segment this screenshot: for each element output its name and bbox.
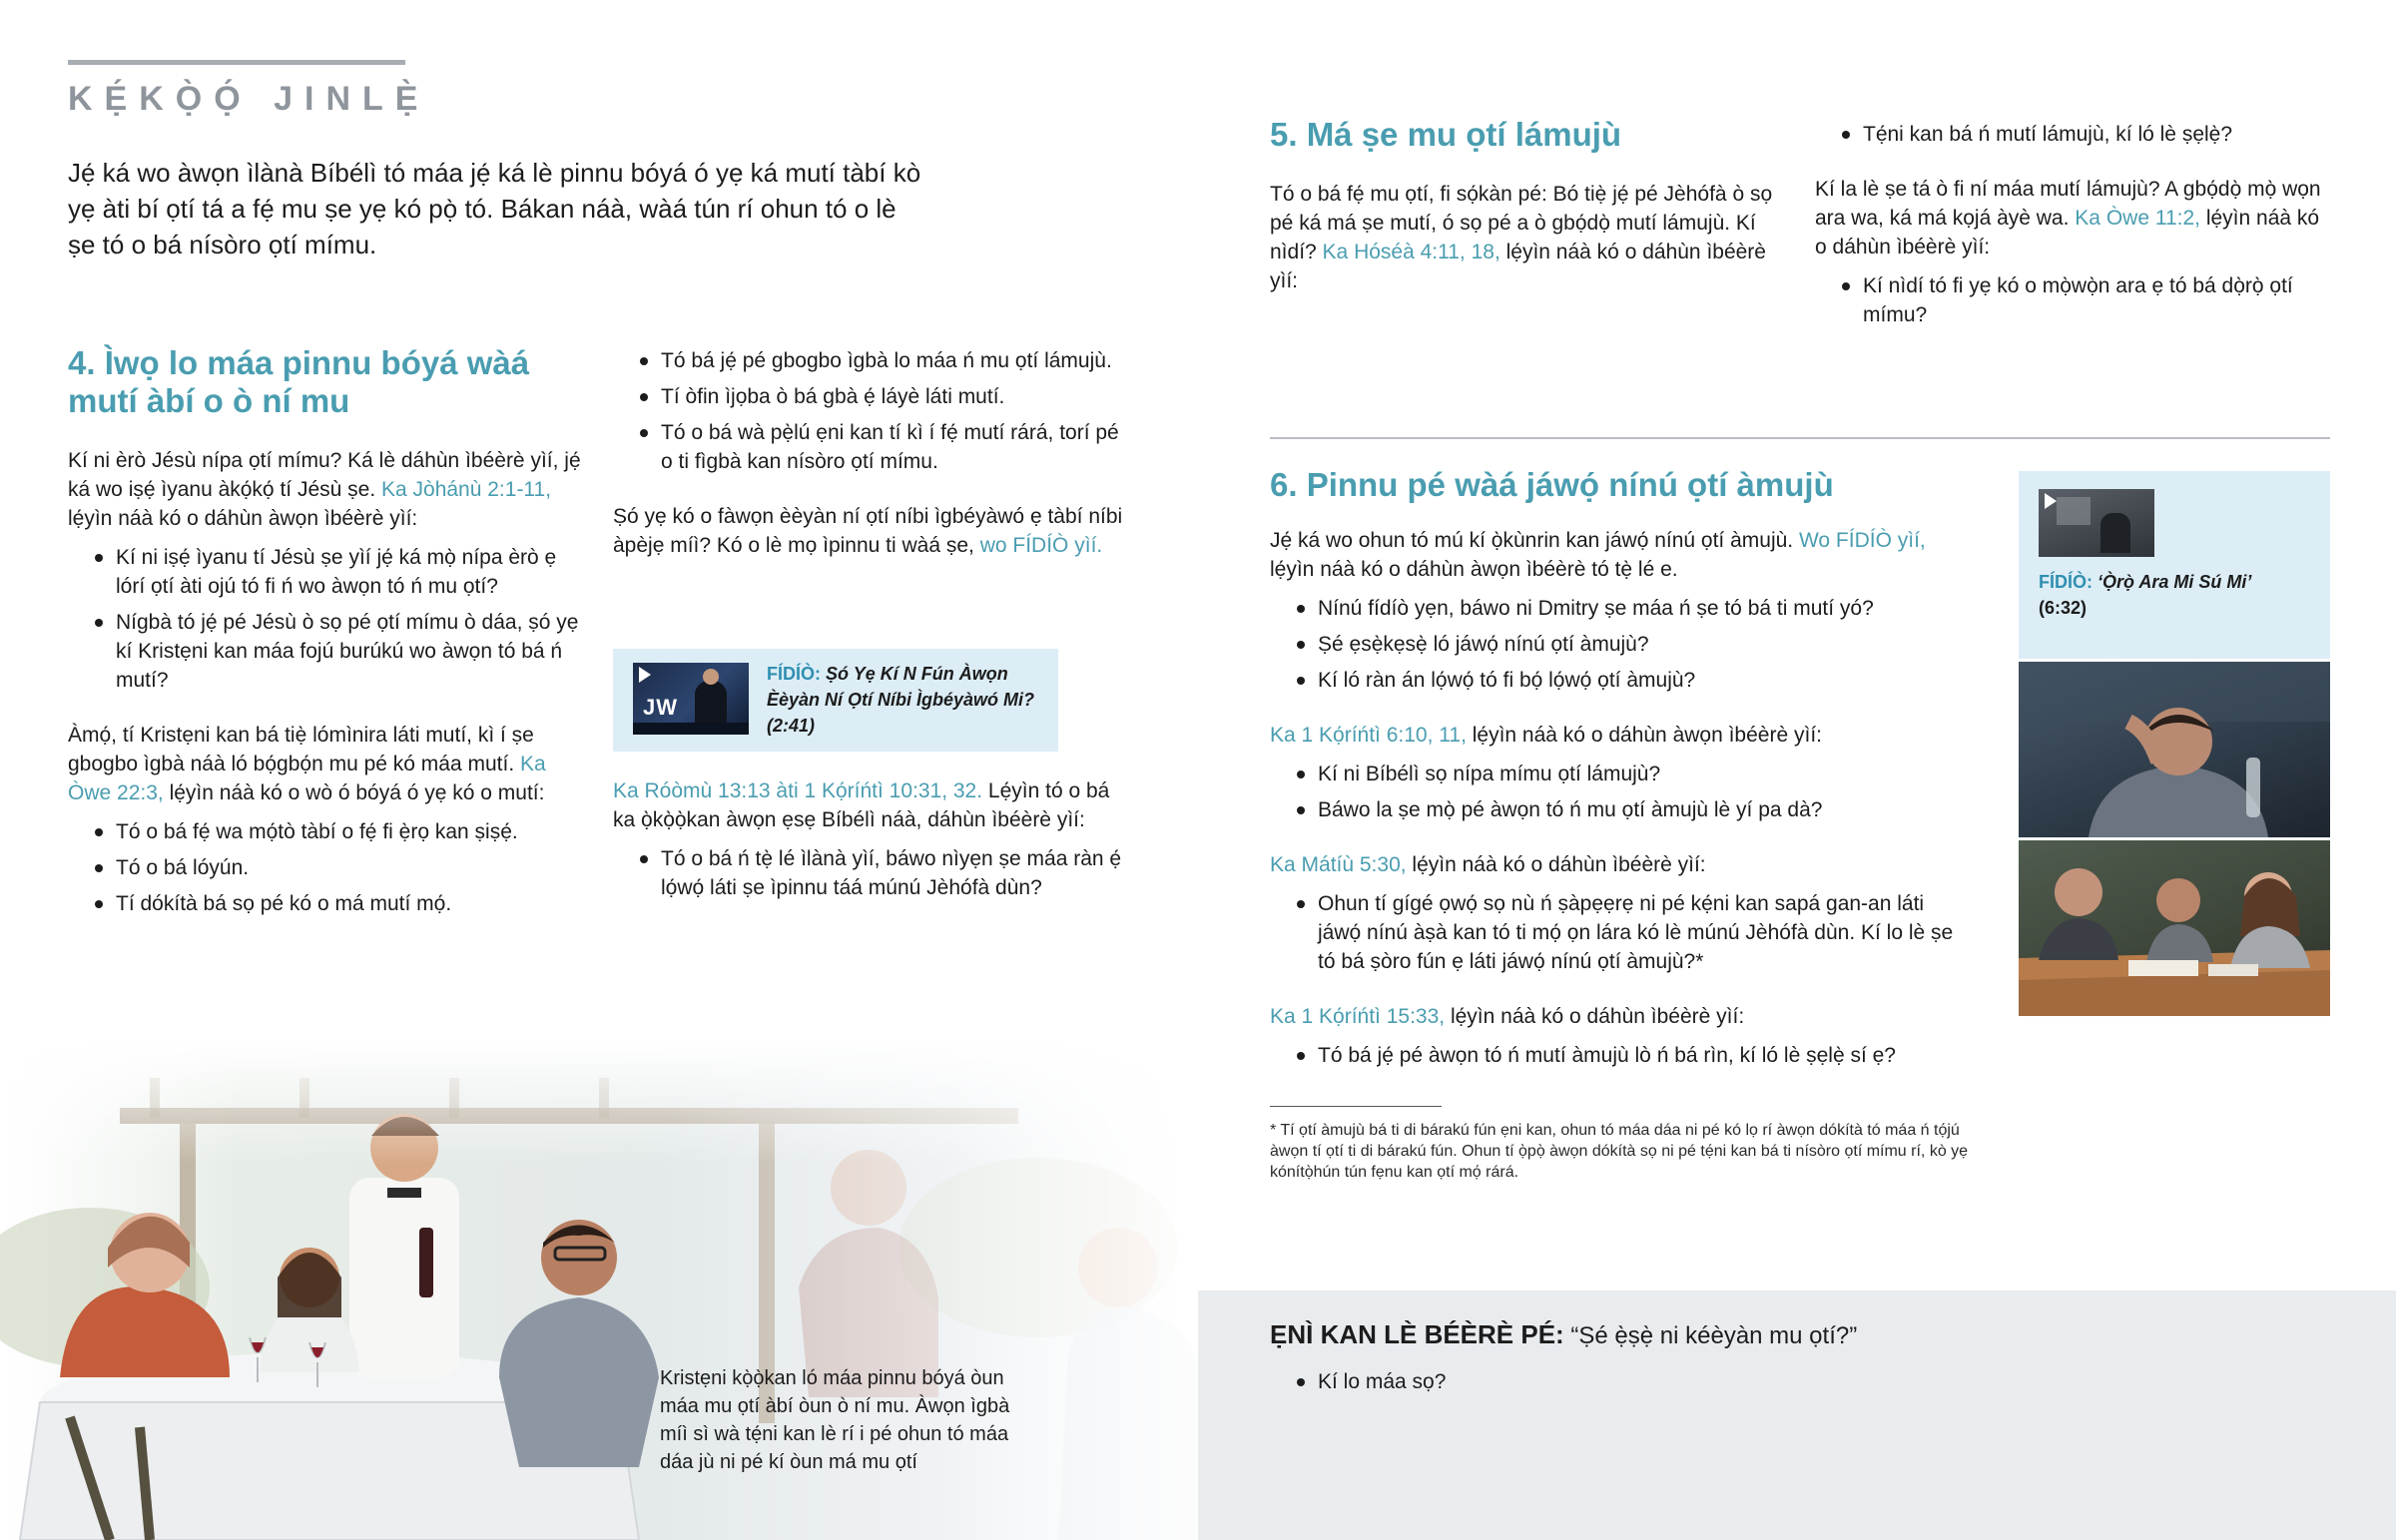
scripture-link-proverbs-22[interactable]: Ka Òwe 22:3, [68, 753, 546, 804]
section-6-para-3: Ka Mátíù 5:30, lẹ́yìn náà kó o dáhùn ìbéèrè yìí: [1270, 853, 1706, 876]
play-icon[interactable] [639, 667, 651, 683]
section-4-para-2: Àmọ́, tí Kristẹni kan bá tiẹ̀ lómìnira láti mutí, kì í ṣe gbogbo ìgbà náà ló bọ́gbọ́n mu pé kó máa mutí. Ka Òwe 22:3, lẹ́yìn náà kó o wò ó bóyá ó yẹ kó o mutí: [68, 724, 546, 804]
list-item: Kí lo máa sọ? [1270, 1367, 2268, 1396]
video-link-dmitry[interactable]: Wo FÍDÍÒ yìí, [1798, 529, 1926, 552]
section-6-para-1: Jẹ́ ká wo ohun tó mú kí ọ̀kùnrin kan jáwọ́ nínú ọtí àmujù. Wo FÍDÍÒ yìí, lẹ́yìn náà kó o dáhùn àwọn ìbéèrè tó tẹ̀ lé e. [1270, 529, 1926, 581]
scripture-link-hosea[interactable]: Ka Hóséà 4:11, 18, [1322, 241, 1500, 263]
list-item: Kí ni iṣẹ́ ìyanu tí Jésù ṣe yìí jẹ́ ká mọ̀ nípa èrò ẹ lórí ọtí àti ojú tó fi ń wo àwọn tó ń mu ọtí? [68, 543, 587, 601]
section-4-para-3: Ṣó yẹ kó o fàwọn èèyàn ní ọtí níbi ìgbéyàwó ẹ tàbí níbi àpèjẹ míì? Kó o lè mọ ìpinnu ti wàá ṣe, wo FÍDÍÒ yìí. [613, 505, 1123, 557]
play-icon[interactable] [2045, 493, 2057, 509]
list-item: Tó o bá fẹ́ wa mọ́tò tàbí o fẹ́ fi ẹ̀rọ kan ṣiṣẹ́. [68, 817, 587, 846]
video-link-wedding[interactable]: wo FÍDÍÒ yìí. [979, 534, 1103, 557]
list-item: Kí ni Bíbélì sọ nípa mímu ọtí lámujù? [1270, 760, 1969, 788]
list-item: Tó o bá lóyún. [68, 853, 587, 882]
section-6-questions-2 [1270, 760, 1969, 824]
section-6-questions-1 [1270, 594, 1969, 695]
list-item: Tí òfin ìjọba ò bá gbà ẹ́ láyè láti mutí. [613, 382, 1128, 411]
section-4-questions-4 [613, 844, 1128, 902]
section-6-para-2: Ka 1 Kọ́ríńtì 6:10, 11, lẹ́yìn náà kó o dáhùn àwọn ìbéèrè yìí: [1270, 724, 1822, 747]
scripture-link-1cor-6[interactable]: Ka 1 Kọ́ríńtì 6:10, 11, [1270, 724, 1467, 747]
restaurant-illustration [0, 1038, 1198, 1540]
list-item: Tó o bá ń tẹ̀ lé ìlànà yìí, báwo nìyẹn ṣe máa ràn ẹ́ lọ́wọ́ láti ṣe ìpinnu táá múnú Jèhófà dùn? [613, 844, 1128, 902]
section-5-column-2 [1815, 113, 2334, 329]
video-card-dmitry[interactable] [2019, 471, 2330, 659]
list-item: Tó bá jẹ́ pé àwọn tó ń mutí àmujù lò ń bá rìn, kí ló lè ṣẹlẹ̀ sí ẹ? [1270, 1041, 1969, 1070]
discussion-text: “Ṣé ẹ̀ṣẹ̀ ni kéèyàn mu ọtí?” [1570, 1322, 1858, 1349]
section-5-questions-2 [1815, 271, 2334, 329]
video-caption-wedding: FÍDÍÒ: Ṣó Yẹ Kí N Fún Àwọn Èèyàn Ní Ọtí Níbi Ìgbéyàwó Mi? (2:41) [767, 664, 1035, 736]
window [2057, 497, 2091, 525]
list-item: Kí nìdí tó fi yẹ kó o mọ̀wọ̀n ara ẹ tó bá dọ̀rọ̀ ọtí mímu? [1815, 271, 2334, 329]
list-item: Báwo la ṣe mọ̀ pé àwọn tó ń mu ọtí àmujù lè yí pa dà? [1270, 795, 1969, 824]
footnote: * Tí ọtí àmujù bá ti di bárakú fún ẹni kan, ohun tó máa dáa ni pé kó lọ rí àwọn dókítà tó máa ń tọ́jú àwọn tí ọtí ti di bárakú fún. Ohun tí ọ̀pọ̀ àwọn dókítà sọ ni pé tẹ́ni kan bá ti nísòro ọtí mímu rí, kò yẹ kónítọ̀hún tún fẹnu kan ọtí mọ́ rárá. [1270, 1122, 1969, 1181]
page-kicker: KẸ́KỌ̀Ọ́ JINLẸ̀ [68, 80, 430, 118]
illustration-caption: Kristẹni kọ̀ọ̀kan ló máa pinnu bóyá òun máa mu ọtí àbí òun ò ní mu. Àwọn ìgbà míì sì wà tẹ́ni kan lè rí i pé ohun tó máa dáa jù ni pé kí òun má mu ọtí [660, 1367, 1010, 1473]
section-4-situations-continued [613, 346, 1128, 476]
section-5-questions-1 [1815, 120, 2334, 149]
photo-bible-study [2019, 840, 2330, 1016]
photo-man-drinking [2019, 662, 2330, 837]
video-thumbnail[interactable] [633, 663, 749, 735]
video-thumbnail[interactable] [2039, 489, 2154, 557]
jw-logo-icon: JW [643, 695, 678, 720]
intro-paragraph: Jẹ́ ká wo àwọn ìlànà Bíbélì tó máa jẹ́ ká lè pinnu bóyá ó yẹ ká mutí tàbí kò yẹ àti bí ọtí tá a fẹ́ mu ṣe yẹ kó pọ̀ tó. Bákan náà, wàá tún rí ohun tó o lè ṣe tó o bá nísòro ọtí mímu. [68, 158, 921, 259]
list-item: Tó bá jẹ́ pé gbogbo ìgbà lo máa ń mu ọtí lámujù. [613, 346, 1128, 375]
video-caption-dmitry: FÍDÍÒ: ‘Ọ̀rọ̀ Ara Mi Sú Mi’ (6:32) [2039, 572, 2252, 618]
section-6-questions-4 [1270, 1041, 1969, 1070]
bible-study-scene [2019, 840, 2330, 1016]
scripture-link-romans[interactable]: Ka Róòmù 13:13 àti 1 Kọ́ríńtì 10:31, 32. [613, 779, 983, 802]
section-divider [1270, 437, 2330, 439]
section-4-situations [68, 817, 587, 918]
list-item: Tí dókítà bá sọ pé kó o má mutí mọ́. [68, 889, 587, 918]
section-4-questions-1 [68, 543, 587, 695]
video-card-wedding[interactable] [613, 649, 1058, 752]
section-4 [68, 344, 587, 918]
scripture-link-1cor-15[interactable]: Ka 1 Kọ́ríńtì 15:33, [1270, 1005, 1446, 1028]
discussion-box [1198, 1290, 2396, 1540]
scripture-link-john[interactable]: Ka Jòhánù 2:1-11, [381, 478, 552, 501]
man-drinking-scene [2019, 662, 2330, 837]
section-6 [1270, 466, 1969, 1070]
list-item: Nígbà tó jẹ́ pé Jésù ò sọ pé ọtí mímu ò dáa, ṣó yẹ kí Kristẹni kan máa fojú burúkú wo àwọn tó bá ń mutí? [68, 608, 587, 695]
list-item: Ohun tí gígé ọwọ́ sọ nù ń ṣàpẹẹrẹ ni pé kẹ́ni kan sapá gan-an láti jáwọ́ nínú àṣà kan tó ti mọ́ ọn lára kó lè múnú Jèhófà dùn. Kí lo lè ṣe tó bá ṣòro fún ẹ láti jáwọ́ nínú ọtí àmujù?* [1270, 889, 1969, 976]
list-item: Tẹ́ni kan bá ń mutí lámujù, kí ló lè ṣẹlẹ̀? [1815, 120, 2334, 149]
list-item: Tó o bá wà pẹ̀lú ẹni kan tí kì í fẹ́ mutí rárá, torí pé o ti fìgbà kan nísòro ọtí mímu. [613, 418, 1128, 476]
section-4-column-2b [613, 776, 1128, 902]
figure [2100, 513, 2130, 553]
desk [633, 723, 749, 735]
scripture-link-matthew[interactable]: Ka Mátíù 5:30, [1270, 853, 1407, 876]
section-6-title: 6. Pinnu pé wàá jáwọ́ nínú ọtí àmujù [1270, 466, 1834, 503]
section-5-para-2: Kí la lè ṣe tá ò fi ní máa mutí lámujù? A gbọ́dọ̀ mọ̀ wọn ara wa, ká má kọjá àyè wa. Ka Òwe 11:2, lẹ́yìn náà kó o dáhùn ìbéèrè yìí: [1815, 178, 2321, 258]
discussion-list [1270, 1360, 2268, 1396]
section-5-title: 5. Má ṣe mu ọtí lámujù [1270, 116, 1622, 153]
section-5-para-1: Tó o bá fẹ́ mu ọtí, fi sọ́kàn pé: Bó tiẹ̀ jẹ́ pé Jèhófà ò sọ pé ká má ṣe mutí, ó sọ pé a ò gbọ́dọ̀ mutí lámujù. Kí nìdí? Ka Hóséà 4:11, 18, lẹ́yìn náà kó o dáhùn ìbéèrè yìí: [1270, 183, 1773, 292]
section-4-column-2 [613, 339, 1128, 560]
presenter-head [703, 669, 719, 685]
section-6-questions-3 [1270, 889, 1969, 976]
list-item: Ṣé ẹsẹ̀kẹsẹ̀ ló jáwọ́ nínú ọtí àmujù? [1270, 630, 1969, 659]
list-item: Nínú fídíò yẹn, báwo ni Dmitry ṣe máa ń ṣe tó bá ti mutí yó? [1270, 594, 1969, 623]
section-4-para-1: Kí ni èrò Jésù nípa ọtí mímu? Ká lè dáhùn ìbéèrè yìí, jẹ́ ká wo iṣẹ́ ìyanu àkọ́kọ́ tí Jésù ṣe. Ka Jòhánù 2:1-11, lẹ́yìn náà kó o dáhùn àwọn ìbéèrè yìí: [68, 449, 581, 530]
section-5 [1270, 116, 1789, 295]
scripture-link-proverbs-11[interactable]: Ka Òwe 11:2, [2075, 207, 2200, 230]
footnote-rule [1270, 1106, 1442, 1107]
list-item: Kí ló ràn án lọ́wọ́ tó fi bọ́ lọ́wọ́ ọtí àmujù? [1270, 666, 1969, 695]
section-4-title: 4. Ìwọ lo máa pinnu bóyá wàá mutí àbí o ò ní mu [68, 344, 530, 419]
section-4-para-4: Ka Róòmù 13:13 àti 1 Kọ́ríńtì 10:31, 32. Lẹ́yìn tó o bá ka ọ̀kọ̀ọ̀kan àwọn ẹsẹ Bíbélì náà, dáhùn ìbéèrè yìí: [613, 779, 1110, 831]
section-6-para-4: Ka 1 Kọ́ríńtì 15:33, lẹ́yìn náà kó o dáhùn ìbéèrè yìí: [1270, 1005, 1745, 1028]
discussion-label: ẸNÌ KAN LÈ BÉÈRÈ PÉ: [1270, 1319, 1564, 1349]
discussion-question [1270, 1318, 2328, 1352]
header-rule [68, 60, 405, 65]
